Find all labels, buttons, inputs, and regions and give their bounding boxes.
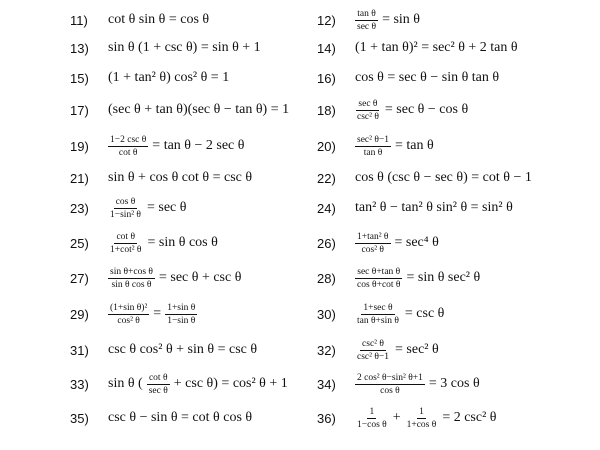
problem-15 [70,61,231,95]
identity-expression [106,170,254,186]
denominator: cos θ+cot θ [357,279,401,290]
problem-16 [317,61,501,95]
identity-expression [353,9,422,32]
expression-text: = sin θ [382,12,421,27]
identity-expression [353,267,482,290]
denominator: tan θ+sin θ [357,315,399,326]
numerator: 1+sin θ [167,302,196,313]
fraction [355,232,391,255]
fraction [355,339,391,362]
expression-text: (1 + tan θ)² = sec² θ + 2 tan θ [355,40,518,55]
numerator: cos θ [115,196,136,207]
expression-text: = 2 csc² θ [442,410,497,425]
expression-text: sin θ ( [108,376,143,391]
problem-number: 23) [70,200,89,216]
numerator: tan θ [357,8,376,19]
expression-text: = csc θ [404,306,445,321]
identity-expression [353,303,446,326]
identity-expression [106,40,263,56]
expression-text: = 3 cos θ [428,376,480,391]
expression-text: = sin θ cos θ [147,235,218,250]
numerator: (1+sin θ)² [110,302,148,313]
fraction [108,303,149,326]
numerator: 2 cos² θ−sin² θ+1 [357,372,423,383]
denominator: cos θ [380,385,400,396]
identity-expression [106,135,246,158]
numerator: sin θ+cos θ [110,266,153,277]
fraction [355,303,401,326]
problem-number: 28) [317,270,336,286]
problem-number: 15) [70,70,89,86]
identity-expression [353,170,534,186]
denominator: csc² θ−1 [357,351,390,362]
expression-text: = tan θ − 2 sec θ [152,138,245,153]
denominator: 1+cot² θ [110,244,142,255]
fraction [147,373,170,396]
fraction [355,407,389,430]
denominator: tan θ [363,147,383,158]
expression-text: cot θ sin θ = cos θ [108,12,210,27]
problem-number: 24) [317,200,336,216]
expression-text: = sec⁴ θ [394,235,439,250]
expression-text: csc θ cos² θ + sin θ = csc θ [108,342,258,357]
numerator: csc² θ [362,338,384,349]
fraction [165,303,197,326]
problem-number: 31) [70,342,89,358]
identity-expression [353,407,499,430]
problem-30 [317,297,446,331]
identity-expression [106,12,211,28]
identity-expression [106,267,243,290]
problem-31 [70,333,259,367]
identity-expression [353,373,482,396]
problem-number: 26) [317,235,336,251]
numerator: 1+tan² θ [357,231,389,242]
numerator: sec² θ−1 [357,134,390,145]
fraction [108,197,143,220]
problem-14 [317,31,520,65]
identity-expression [353,232,441,255]
problem-33 [70,367,290,401]
identity-expression [353,339,441,362]
fraction [108,135,148,158]
identity-expression [106,102,291,118]
identity-expression [106,232,220,255]
numerator: cot θ [148,372,168,383]
numerator: 1−2 csc θ [110,134,147,145]
expression-text: sin θ + cos θ cot θ = csc θ [108,170,253,185]
problem-18 [317,93,470,127]
identity-expression [106,197,188,220]
fraction [108,267,155,290]
problem-number: 16) [317,70,336,86]
problem-24 [317,191,515,225]
fraction [108,232,144,255]
problem-number: 33) [70,376,89,392]
denominator: cot θ [118,147,138,158]
denominator: 1+cos θ [406,419,437,430]
problem-number: 12) [317,12,336,28]
problem-number: 36) [317,410,336,426]
expression-text: (sec θ + tan θ)(sec θ − tan θ) = 1 [108,102,290,117]
problem-number: 29) [70,306,89,322]
problem-number: 21) [70,170,89,186]
identity-expression [353,40,520,56]
expression-text: + csc θ) = cos² θ + 1 [173,376,288,391]
problem-36 [317,401,499,435]
numerator: 1 [369,406,375,417]
problem-number: 32) [317,342,336,358]
identity-expression [353,70,501,86]
numerator: 1 [419,406,424,417]
expression-text: cos θ (csc θ − sec θ) = cot θ − 1 [355,170,532,185]
problem-number: 25) [70,235,89,251]
problem-21 [70,161,254,195]
identity-expression [106,373,290,396]
fraction [355,135,391,158]
problem-34 [317,367,482,401]
problem-25 [70,226,220,260]
denominator: 1−sin θ [167,315,196,326]
numerator: sec θ+tan θ [357,266,401,277]
expression-text: = [153,306,162,321]
problem-13 [70,31,263,65]
problem-22 [317,161,534,195]
problem-number: 13) [70,40,89,56]
expression-text: = sec θ + csc θ [158,270,242,285]
fraction [355,373,425,396]
problem-32 [317,333,441,367]
expression-text: = sin θ sec² θ [406,270,481,285]
fraction [355,267,402,290]
problem-number: 27) [70,270,89,286]
denominator: 1−sin² θ [110,209,141,220]
denominator: 1−cos θ [357,419,387,430]
problem-number: 30) [317,306,336,322]
expression-text: cos θ = sec θ − sin θ tan θ [355,70,500,85]
expression-text: = sec² θ [395,342,439,357]
problem-number: 11) [70,12,88,28]
denominator: sin θ cos θ [111,279,152,290]
problem-number: 14) [317,40,336,56]
problem-number: 35) [70,410,89,426]
expression-text: = tan θ [395,138,434,153]
identity-expression [106,70,231,86]
numerator: sec θ [358,98,378,109]
problem-35 [70,401,254,435]
expression-text: = sec θ − cos θ [384,102,469,117]
expression-text: sin θ (1 + csc θ) = sin θ + 1 [108,40,261,55]
identity-expression [353,200,515,216]
problem-27 [70,261,243,295]
expression-text: csc θ − sin θ = cot θ cos θ [108,410,253,425]
numerator: 1+sec θ [363,302,393,313]
denominator: cos² θ [117,315,140,326]
identity-expression [353,135,436,158]
identity-expression [353,99,470,122]
problem-29 [70,297,199,331]
problem-28 [317,261,482,295]
problem-number: 34) [317,376,336,392]
expression-text: tan² θ − tan² θ sin² θ = sin² θ [355,200,513,215]
denominator: sec θ [148,385,168,396]
denominator: sec θ [357,21,377,32]
problem-number: 18) [317,102,336,118]
fraction [355,9,378,32]
expression-text: (1 + tan² θ) cos² θ = 1 [108,70,230,85]
fraction [355,99,381,122]
identity-expression [106,303,199,326]
denominator: cos² θ [361,244,384,255]
expression-text: + [392,410,401,425]
problem-23 [70,191,188,225]
identity-expression [106,342,259,358]
numerator: cot θ [116,231,136,242]
fraction [405,407,439,430]
problem-19 [70,129,246,163]
problem-20 [317,129,436,163]
expression-text: = sec θ [146,200,187,215]
problem-26 [317,226,441,260]
problem-number: 19) [70,138,89,154]
problem-number: 22) [317,170,336,186]
problem-number: 17) [70,102,89,118]
problem-number: 20) [317,138,336,154]
identity-expression [106,410,254,426]
denominator: csc² θ [357,111,379,122]
problem-17 [70,93,291,127]
